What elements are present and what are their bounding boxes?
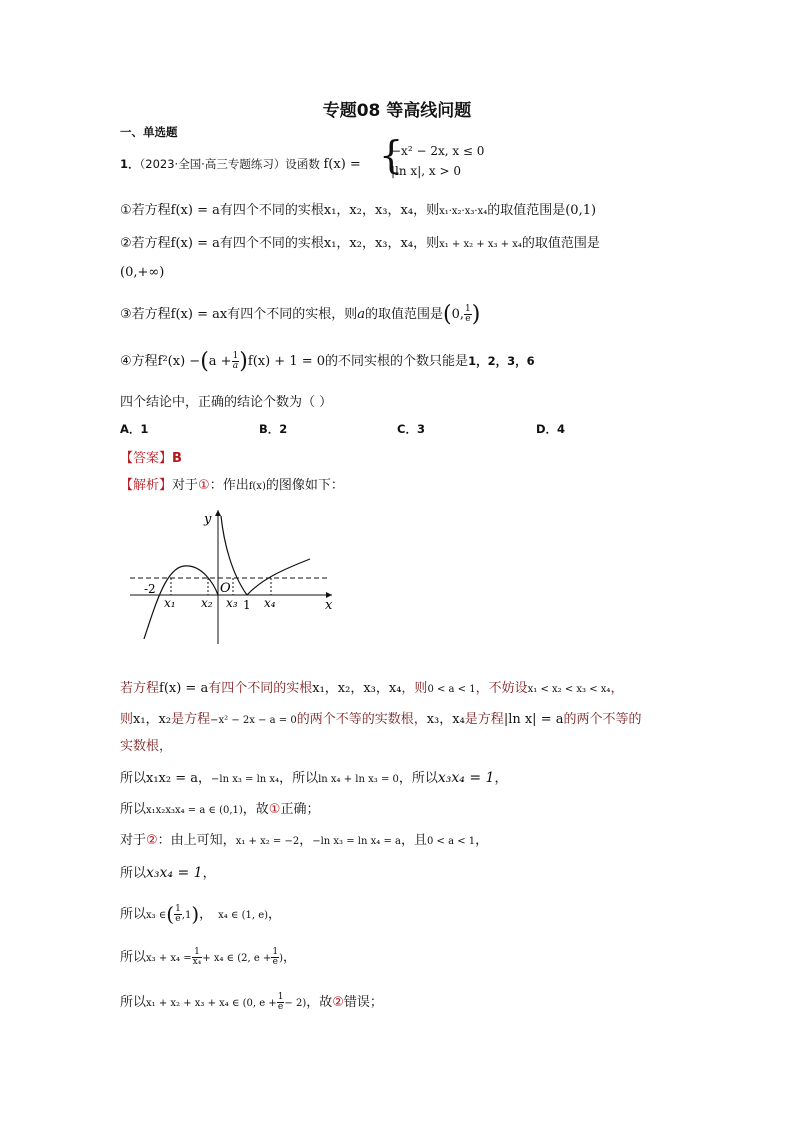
solution-line-7: 所以x₃x₄ = 1， — [120, 865, 216, 881]
x-label: x — [325, 598, 333, 613]
function-lhs: f(x) = — [323, 157, 361, 172]
x4-label: x₄ — [264, 596, 276, 610]
option-a[interactable]: A．1 — [120, 422, 149, 436]
conclusion-1: ①若方程f(x) = a有四个不同的实根x₁，x₂，x₃，x₄，则x₁·x₂·x₃·x₄的取值范围是(0,1) — [120, 203, 597, 218]
x1-label: x₁ — [164, 596, 176, 610]
solution-line-6: 对于②：由上可知，x₁ + x₂ = −2，−ln x₃ = ln x₄ = a，且0 < a < 1， — [120, 833, 489, 848]
conclusion-3: ③若方程f(x) = ax有四个不同的实根，则a的取值范围是(0, $\frac{1}{e}$ ) — [120, 302, 481, 327]
fraction-1-over-e: $\frac{1}{e}$ — [464, 304, 471, 324]
conclusion-2: ②若方程f(x) = a有四个不同的实根x₁，x₂，x₃，x₄，则x₁ + x₂ + x₃ + x₄的取值范围是 — [120, 236, 600, 251]
solution-line-2: 则x₁，x₂是方程−x² − 2x − a = 0的两个不等的实数根，x₃，x₄是方程|ln x| = a的两个不等的 — [120, 712, 642, 727]
solution-line-1: 若方程f(x) = a有四个不同的实根x₁，x₂，x₃，x₄，则0 < a < 1，不妨设x₁ < x₂ < x₃ < x₄， — [120, 681, 624, 696]
piece-two: |ln x|, x > 0 — [391, 164, 461, 178]
option-b[interactable]: B．2 — [259, 422, 288, 436]
solution-line-4: 所以x₁x₂ = a，−ln x₃ = ln x₄，所以ln x₄ + ln x₃ = 0，所以x₃x₄ = 1， — [120, 770, 508, 786]
solution-line-5: 所以x₁x₂x₃x₄ = a ∈ (0,1)，故①正确； — [120, 802, 320, 817]
question-source: （2023·全国·高三专题练习） — [139, 157, 286, 171]
option-d[interactable]: D．4 — [536, 422, 566, 436]
conclusion-2-range: (0,+∞) — [120, 265, 165, 280]
answer-label: 【答案】 — [120, 451, 173, 466]
ln-curve-right — [247, 559, 310, 595]
brace-icon: { — [379, 133, 404, 177]
analysis-label: 【解析】 — [120, 478, 173, 493]
question-number: 1． — [120, 157, 140, 171]
page-title: 专题08 等高线问题 — [322, 101, 472, 121]
analysis-intro: 【解析】对于①：作出f(x)的图像如下： — [120, 478, 344, 493]
solution-line-3: 实数根， — [120, 739, 173, 754]
answer-value: B — [172, 451, 182, 466]
solution-line-9: 所以x₃ + x₄ = $\frac{1}{\text{x₄}}$ + x₄ ∈ (2, e + $\frac{1}{e}$ )， — [120, 947, 297, 967]
x2-label: x₂ — [201, 596, 213, 610]
conclusion-4: ④方程f²(x) −(a + $\frac{1}{a}$ )f(x) + 1 = 0的不同实根的个数只能是1，2，3，6 — [120, 349, 535, 374]
y-label: y — [204, 512, 212, 527]
answer-line — [120, 447, 182, 466]
solution-line-8: 所以x₃ ∈( $\frac{1}{e}$ ,1)， x₄ ∈ (1, e)， — [120, 902, 282, 926]
stem-text: 设函数 — [285, 157, 320, 171]
origin-label: O — [220, 581, 231, 596]
x3-label: x₃ — [226, 596, 238, 610]
tick-minus-2: -2 — [144, 582, 156, 596]
function-graph — [122, 504, 342, 646]
option-c[interactable]: C．3 — [397, 422, 425, 436]
solution-line-10: 所以x₁ + x₂ + x₃ + x₄ ∈ (0, e + $\frac{1}{e}$ − 2)，故②错误； — [120, 992, 383, 1012]
piece-one: −x² − 2x, x ≤ 0 — [391, 144, 485, 158]
fraction-1-over-a: $\frac{1}{a}$ — [232, 351, 239, 371]
question-prompt: 四个结论中，正确的结论个数为（ ） — [120, 395, 333, 410]
tick-1: 1 — [243, 598, 251, 612]
piecewise-function — [379, 133, 519, 182]
section-heading: 一、单选题 — [120, 125, 178, 139]
question-stem — [120, 156, 361, 172]
